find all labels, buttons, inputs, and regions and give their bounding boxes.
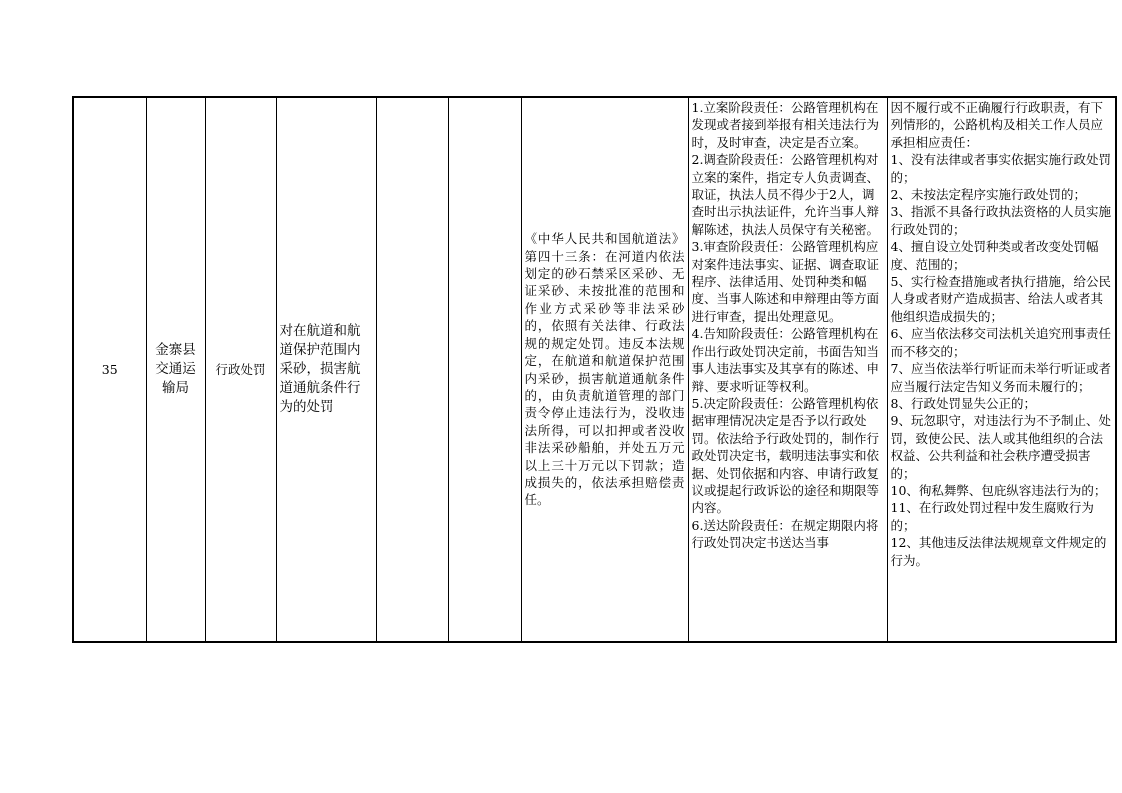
liabilities-cell: [887, 97, 1116, 642]
duty-item: 4.告知阶段责任：公路管理机构在作出行政处罚决定前，书面告知当事人违法事实及其享有的陈述、申辩、要求听证等权利。: [691, 326, 880, 394]
liability-item: 10、徇私舞弊、包庇纵容违法行为的；: [890, 482, 1107, 498]
liabilities-list: [891, 99, 1113, 640]
basis-text: 《中华人民共和国航道法》第四十三条：在河道内依法划定的砂石禁采区采砂、无证采砂、未按批准的范围和作业方式采砂等非法采砂的，依照有关法律、行政法规的规定处罚。违反本法规定，在航道和航道保护范围内采砂，损害航道通航条件的，由负责航道管理的部门责令停止违法行为，没收违法所得，可以扣押或者没收非法采砂船舶，并处五万元以上三十万元以下罚款；造成损失的，依法承担赔偿责任。: [524, 231, 685, 508]
duties-cell: [688, 97, 887, 642]
basis-cell: [521, 97, 688, 642]
seq-cell: 35: [73, 97, 146, 642]
liability-item: 7、应当依法举行听证而未举行听证或者应当履行法定告知义务而未履行的；: [890, 361, 1111, 394]
liability-item: 1、没有法律或者事实依据实施行政处罚的；: [890, 152, 1111, 185]
liability-item: 5、实行检查措施或者执行措施，给公民人身或者财产造成损害、给法人或者其他组织造成损失的；: [890, 274, 1111, 324]
category-cell: 行政处罚: [205, 97, 276, 642]
liability-item: 因不履行或不正确履行行政职责，有下列情形的，公路机构及相关工作人员应承担相应责任：: [890, 100, 1104, 150]
liability-item: 8、行政处罚显失公正的；: [890, 395, 1036, 411]
liability-item: 12、其他违反法律法规规章文件规定的行为。: [890, 535, 1107, 568]
liability-item: 4、擅自设立处罚种类或者改变处罚幅度、范围的；: [890, 239, 1099, 272]
item-name-text: 对在航道和航道保护范围内采砂，损害航道通航条件行为的处罚: [279, 323, 361, 415]
department-cell: [146, 97, 205, 642]
duty-item: 1.立案阶段责任：公路管理机构在发现或者接到举报有相关违法行为时，及时审查，决定是否立案。: [691, 100, 880, 150]
liability-item: 2、未按法定程序实施行政处罚的；: [890, 187, 1086, 203]
col6-cell: [448, 97, 521, 642]
authority-list-table: [72, 96, 1117, 643]
duty-item: 3.审查阶段责任：公路管理机构应对案件违法事实、证据、调查取证程序、法律适用、处罚种类和幅度、当事人陈述和申辩理由等方面进行审查，提出处理意见。: [691, 239, 880, 324]
liability-item: 3、指派不具备行政执法资格的人员实施行政处罚的；: [890, 204, 1111, 237]
table-row: [73, 97, 1116, 642]
department-text: 金寨县交通运输局: [155, 342, 196, 396]
duty-item: 2.调查阶段责任：公路管理机构对立案的案件，指定专人负责调查、取证，执法人员不得少于2人，调查时出示执法证件，允许当事人辩解陈述，执法人员保守有关秘密。: [691, 152, 880, 237]
duty-item: 5.决定阶段责任：公路管理机构依据审理情况决定是否予以行政处罚。依法给予行政处罚的，制作行政处罚决定书，载明违法事实和依据、处罚依据和内容、申请行政复议或提起行政诉讼的途径和期限等内容。: [691, 395, 880, 516]
liability-item: 6、应当依法移交司法机关追究刑事责任而不移交的；: [890, 326, 1111, 359]
liability-item: 11、在行政处罚过程中发生腐败行为的；: [890, 500, 1094, 533]
liability-item: 9、玩忽职守，对违法行为不予制止、处罚，致使公民、法人或其他组织的合法权益、公共利益和社会秩序遭受损害的；: [890, 413, 1111, 481]
duty-item: 6.送达阶段责任：在规定期限内将行政处罚决定书送达当事: [691, 517, 879, 551]
duties-list: [692, 99, 884, 640]
item-name-cell: [276, 97, 376, 642]
sub-item-cell: [376, 97, 448, 642]
